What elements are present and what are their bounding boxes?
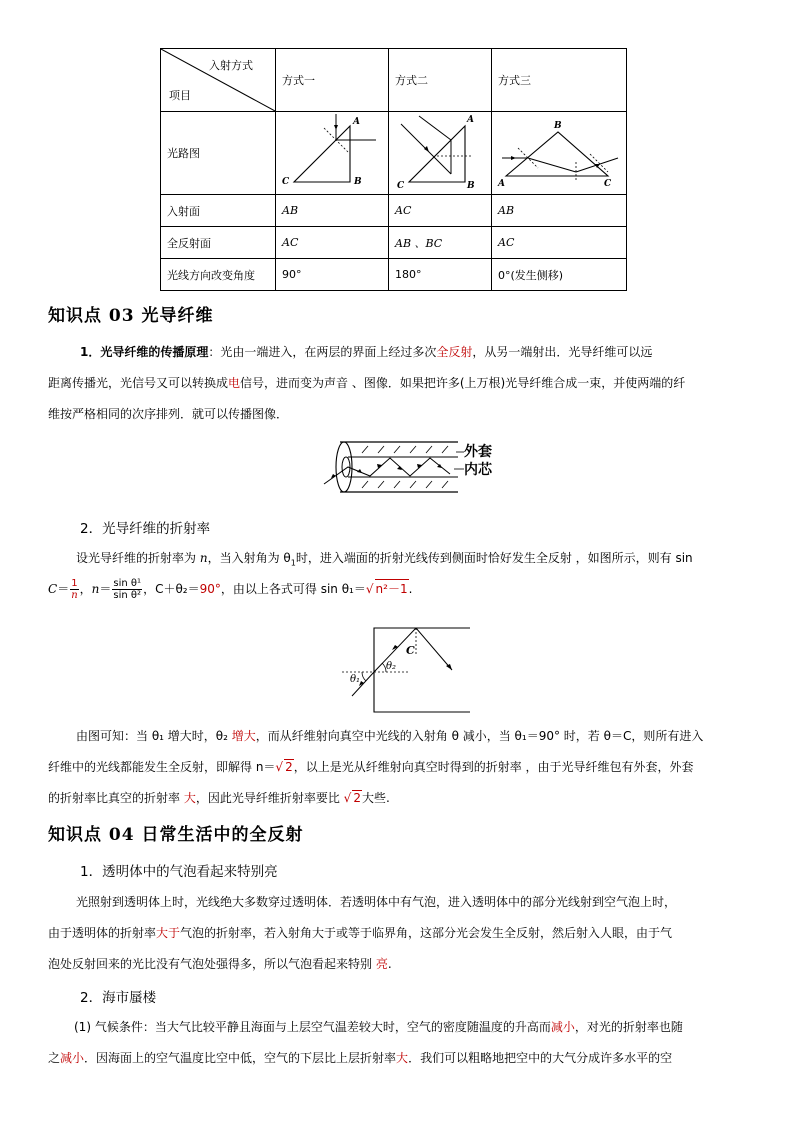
- cell: AB 、BC: [389, 227, 492, 259]
- section-title-kp03: 知识点 03 光导纤维: [48, 306, 214, 326]
- cell: 180°: [389, 259, 492, 291]
- row-label: 入射面: [161, 195, 276, 227]
- cell: 90°: [276, 259, 389, 291]
- paragraph-line: 维按严格相同的次序排列．就可以传播图像．: [48, 407, 289, 421]
- subsection-title: 2．光导纤维的折射率: [80, 521, 211, 537]
- paragraph-line: 1．光导纤维的传播原理：光由一端进入，在两层的界面上经过多次全反射，从另一端射出．光导纤维可以远: [80, 345, 653, 359]
- row-label: 光线方向改变角度: [161, 259, 276, 291]
- svg-text:C: C: [397, 181, 405, 191]
- svg-text:A: A: [467, 115, 474, 125]
- cell: AB: [492, 195, 627, 227]
- refraction-diagram: [340, 624, 480, 719]
- cell: 0°(发生侧移): [492, 259, 627, 291]
- svg-text:C: C: [406, 644, 415, 657]
- svg-text:B: B: [354, 177, 362, 187]
- section-title-kp04: 知识点 04 日常生活中的全反射: [48, 825, 304, 845]
- column-header-3: 方式三: [492, 49, 627, 112]
- paragraph-line: 的折射率比真空的折射率 大，因此光导纤维折射率要比 √ 2大些.: [48, 791, 390, 805]
- comparison-table: [160, 48, 627, 291]
- row-label-diagram: 光路图: [161, 112, 276, 195]
- paragraph-line: 距离传播光，光信号又可以转换成电信号，进而变为声音 、图像．如果把许多(上万根)光导纤维合成一束，并使两端的纤: [48, 376, 686, 390]
- cell: AB: [276, 195, 389, 227]
- cell: AC: [389, 195, 492, 227]
- diagram-mode-3: [492, 112, 627, 195]
- svg-text:θ₁: θ₁: [350, 674, 361, 685]
- cell: AC: [492, 227, 627, 259]
- paragraph-line: 由于透明体的折射率大于气泡的折射率，若入射角大于或等于临界角，这部分光会发生全反射，然后射入人眼，由于气: [48, 926, 673, 940]
- svg-text:B: B: [467, 181, 475, 191]
- subsection-title: 1．光导纤维的传播原理: [80, 345, 209, 359]
- label-core: 内芯: [464, 462, 492, 478]
- svg-text:A: A: [353, 117, 360, 127]
- paragraph-line: 纤维中的光线都能发生全反射，即解得 n＝√ 2，以上是光从纤维射向真空时得到的折射率 ，由于光导纤维包有外套，外套: [48, 760, 694, 774]
- paragraph-line: 由图可知：当 θ₁ 增大时，θ₂ 增大，而从纤维射向真空中光线的入射角 θ 减小，当 θ₁＝90° 时，若 θ＝C，则所有进入: [76, 729, 704, 743]
- subsection-title: 1．透明体中的气泡看起来特别亮: [80, 864, 278, 880]
- paragraph-line: (1) 气候条件：当大气比较平静且海面与上层空气温差较大时，空气的密度随温度的升高而减小，对光的折射率也随: [74, 1020, 683, 1034]
- svg-text:C: C: [604, 179, 612, 189]
- row-label: 全反射面: [161, 227, 276, 259]
- svg-text:B: B: [554, 121, 562, 131]
- svg-text:C: C: [282, 177, 290, 187]
- fiber-diagram: [318, 434, 498, 507]
- table-header-corner: [161, 49, 276, 112]
- paragraph-line: 之减小．因海面上的空气温度比空中低，空气的下层比上层折射率大．我们可以粗略地把空中的大气分成许多水平的空: [48, 1051, 673, 1065]
- column-header-2: 方式二: [389, 49, 492, 112]
- label-outer: 外套: [464, 444, 492, 460]
- svg-text:A: A: [498, 179, 505, 189]
- diagram-mode-2: [389, 112, 492, 195]
- header-item: 项目: [169, 89, 191, 102]
- paragraph-line: 设光导纤维的折射率为 n，当入射角为 $\theta_1$时，进入端面的折射光线传到侧面时恰好发生全反射 ，如图所示，则有 sin: [76, 551, 693, 568]
- diagram-mode-1: [276, 112, 389, 195]
- paragraph-line: 泡处反射回来的光比没有气泡处强得多，所以气泡看起来特别 亮.: [48, 957, 392, 971]
- column-header-1: 方式一: [276, 49, 389, 112]
- svg-text:θ₂: θ₂: [386, 661, 397, 672]
- subsection-title: 2．海市蜃楼: [80, 990, 157, 1006]
- header-incidence: 入射方式: [209, 59, 253, 72]
- formula-line: C＝ $\frac{1}{n}$ ，n＝ $\frac{\text{sin θ¹}}{\text{sin θ²}}$ ，C＋θ₂＝90°，由以上各式可得 sin θ₁＝√ n²－1.: [48, 578, 413, 601]
- paragraph-line: 光照射到透明体上时，光线绝大多数穿过透明体．若透明体中有气泡，进入透明体中的部分光线射到空气泡上时，: [76, 895, 677, 909]
- cell: AC: [276, 227, 389, 259]
